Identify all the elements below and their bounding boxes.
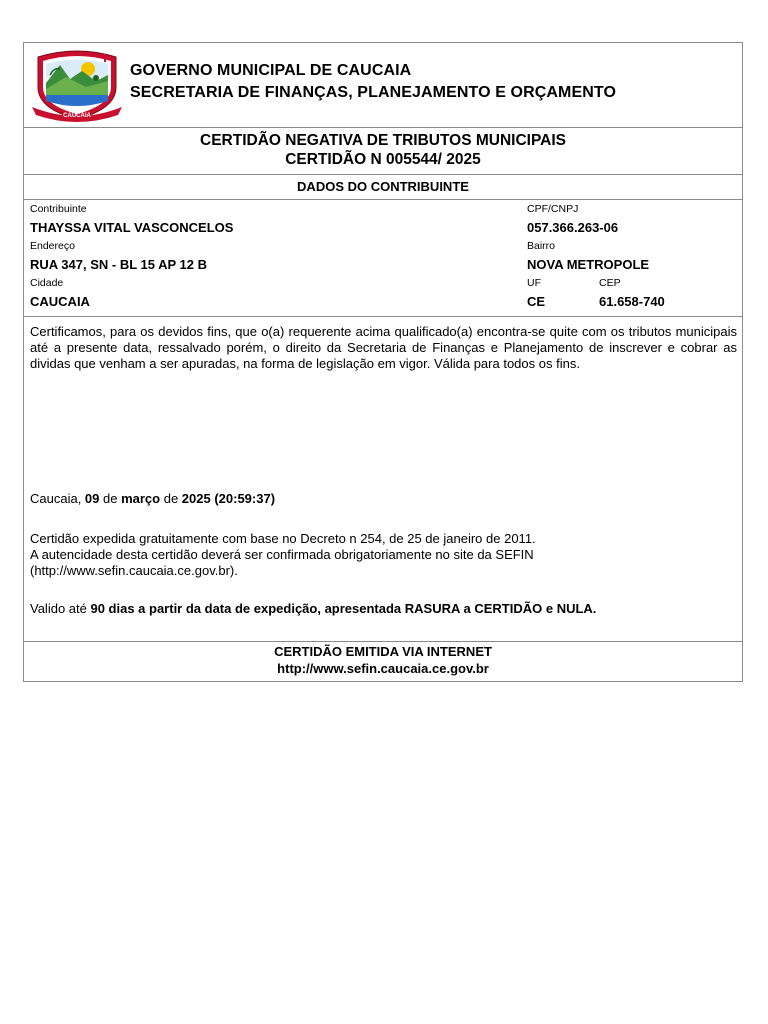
uf-label: UF: [527, 277, 541, 289]
decree-text: Certidão expedida gratuitamente com base no Decreto n 254, de 25 de janeiro de 2011.: [30, 531, 536, 546]
cep-label: CEP: [599, 277, 621, 289]
endereco-label: Endereço: [30, 240, 75, 252]
authenticity-url: (http://www.sefin.caucaia.ce.gov.br).: [30, 563, 238, 578]
certificate-type: CERTIDÃO NEGATIVA DE TRIBUTOS MUNICIPAIS: [200, 132, 566, 149]
document-footer: [24, 641, 742, 682]
certification-paragraph: Certificamos, para os devidos fins, que o(a) requerente acima qualificado(a) encontra-se quite com os tributos municipais até a presente data, ressalvado porém, o direito da Secretaria de Finanças e Planejamento de inscrever e cobrar as dividas que venham a ser apuradas, na forma de legislação em vigor. Válida para todos os fins.: [30, 324, 737, 371]
caucaia-crest-logo: [30, 47, 124, 123]
uf-value: CE: [527, 294, 546, 309]
bairro-value: NOVA METROPOLE: [527, 257, 650, 272]
contribuinte-label: Contribuinte: [30, 203, 87, 215]
authenticity-text: A autencidade desta certidão deverá ser confirmada obrigatoriamente no site da SEFIN: [30, 547, 534, 562]
issuer-secretariat: SECRETARIA DE FINANÇAS, PLANEJAMENTO E ORÇAMENTO: [130, 84, 617, 101]
issue-date: Caucaia, 09 de março de 2025 (20:59:37): [30, 491, 276, 506]
document-header: [24, 43, 742, 128]
issuer-block: [130, 60, 616, 104]
cidade-value: CAUCAIA: [30, 294, 90, 309]
certificate-document: [23, 42, 743, 682]
taxpayer-section-title: DADOS DO CONTRIBUINTE: [24, 175, 742, 200]
footer-website-link[interactable]: http://www.sefin.caucaia.ce.gov.br: [277, 661, 489, 676]
cep-value: 61.658-740: [599, 294, 665, 309]
taxpayer-data: [24, 199, 742, 317]
contribuinte-value: THAYSSA VITAL VASCONCELOS: [30, 220, 234, 235]
cidade-label: Cidade: [30, 277, 64, 289]
endereco-value: RUA 347, SN - BL 15 AP 12 B: [30, 257, 208, 272]
issuer-government: GOVERNO MUNICIPAL DE CAUCAIA: [130, 62, 412, 79]
certificate-body: [24, 316, 742, 642]
decree-note: [30, 531, 737, 579]
crest-ribbon-text: CAUCAIA: [63, 113, 91, 119]
certificate-number: CERTIDÃO N 005544/ 2025: [285, 151, 481, 168]
validity-note: Valido até 90 dias a partir da data de expedição, apresentada RASURA a CERTIDÃO e NULA.: [30, 601, 597, 616]
bairro-label: Bairro: [527, 240, 556, 252]
cpf-label: CPF/CNPJ: [527, 203, 579, 215]
cpf-value: 057.366.263-06: [527, 220, 619, 235]
footer-issued-online: CERTIDÃO EMITIDA VIA INTERNET: [274, 644, 492, 659]
certificate-title: [24, 127, 742, 175]
